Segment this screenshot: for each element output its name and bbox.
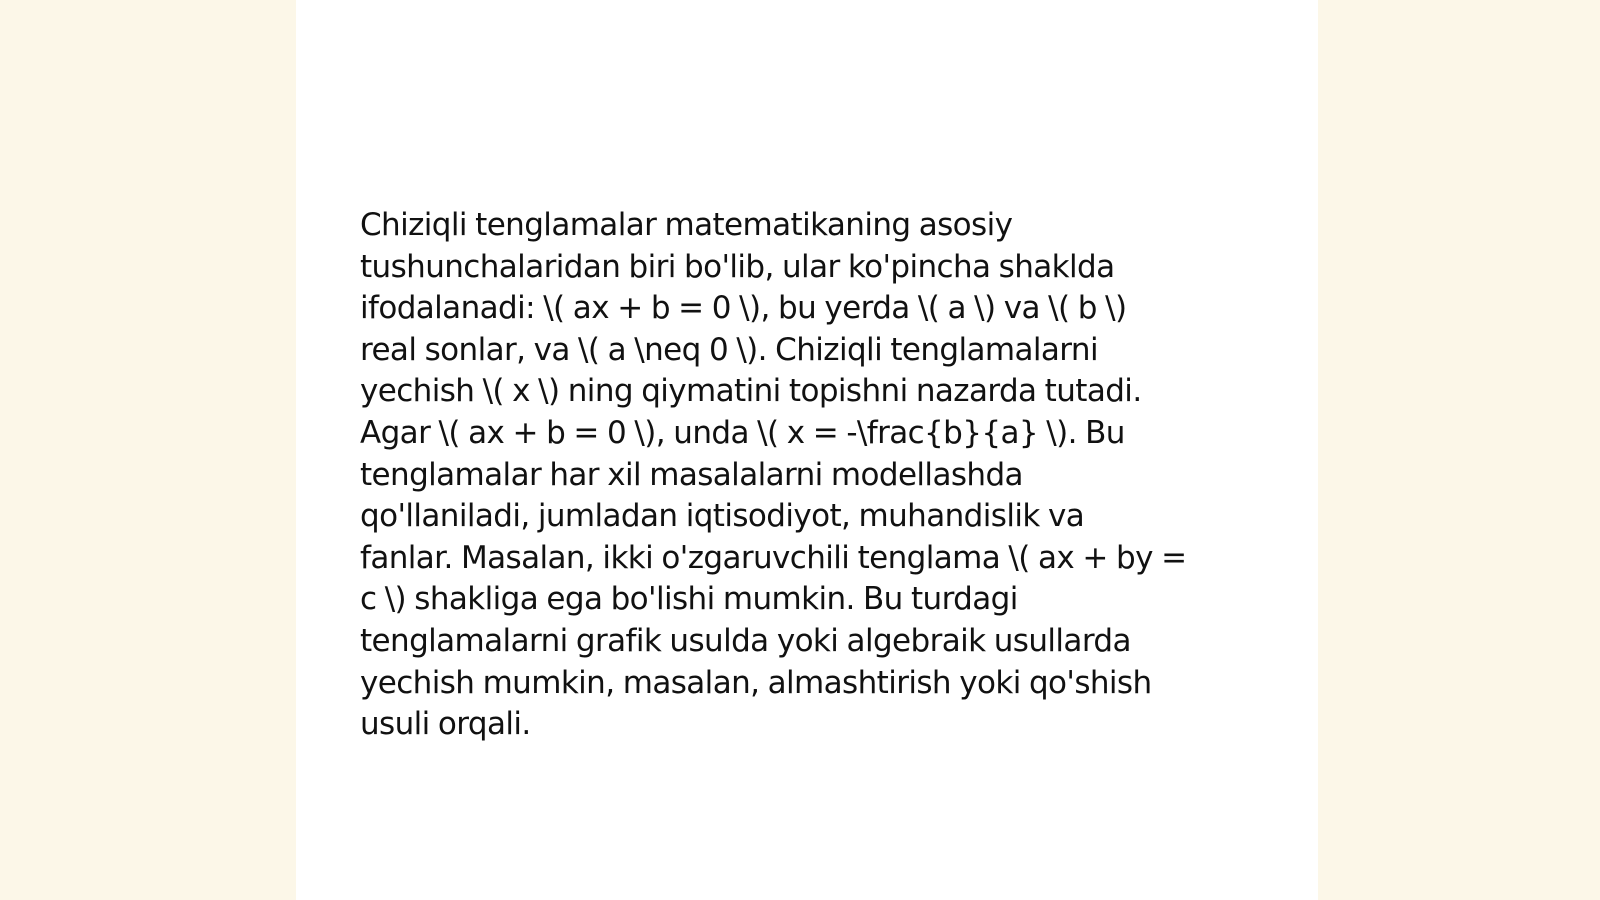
paragraph-line: Agar \( ax + b = 0 \), unda \( x = -\frac{b}{a} \). Bu: [360, 414, 1125, 451]
paragraph-line: tushunchalaridan biri bo'lib, ular ko'pincha shaklda: [360, 248, 1115, 285]
paragraph-line: tenglamalarni grafik usulda yoki algebraik usullarda: [360, 622, 1131, 659]
slide: [296, 0, 1318, 900]
paragraph-line: yechish mumkin, masalan, almashtirish yoki qo'shish: [360, 664, 1152, 701]
body-paragraph: [360, 205, 1270, 746]
paragraph-line: fanlar. Masalan, ikki o'zgaruvchili tenglama \( ax + by =: [360, 539, 1187, 576]
paragraph-line: ifodalanadi: \( ax + b = 0 \), bu yerda \( a \) va \( b \): [360, 290, 1127, 327]
paragraph-line: real sonlar, va \( a \neq 0 \). Chiziqli tenglamalarni: [360, 331, 1098, 368]
paragraph-line: usuli orqali.: [360, 706, 531, 743]
paragraph-line: tenglamalar har xil masalalarni modellashda: [360, 456, 1023, 493]
paragraph-line: yechish \( x \) ning qiymatini topishni nazarda tutadi.: [360, 373, 1142, 410]
paragraph-line: qo'llaniladi, jumladan iqtisodiyot, muhandislik va: [360, 498, 1085, 535]
paragraph-line: c \) shakliga ega bo'lishi mumkin. Bu turdagi: [360, 581, 1018, 618]
paragraph-line: Chiziqli tenglamalar matematikaning asosiy: [360, 207, 1013, 243]
